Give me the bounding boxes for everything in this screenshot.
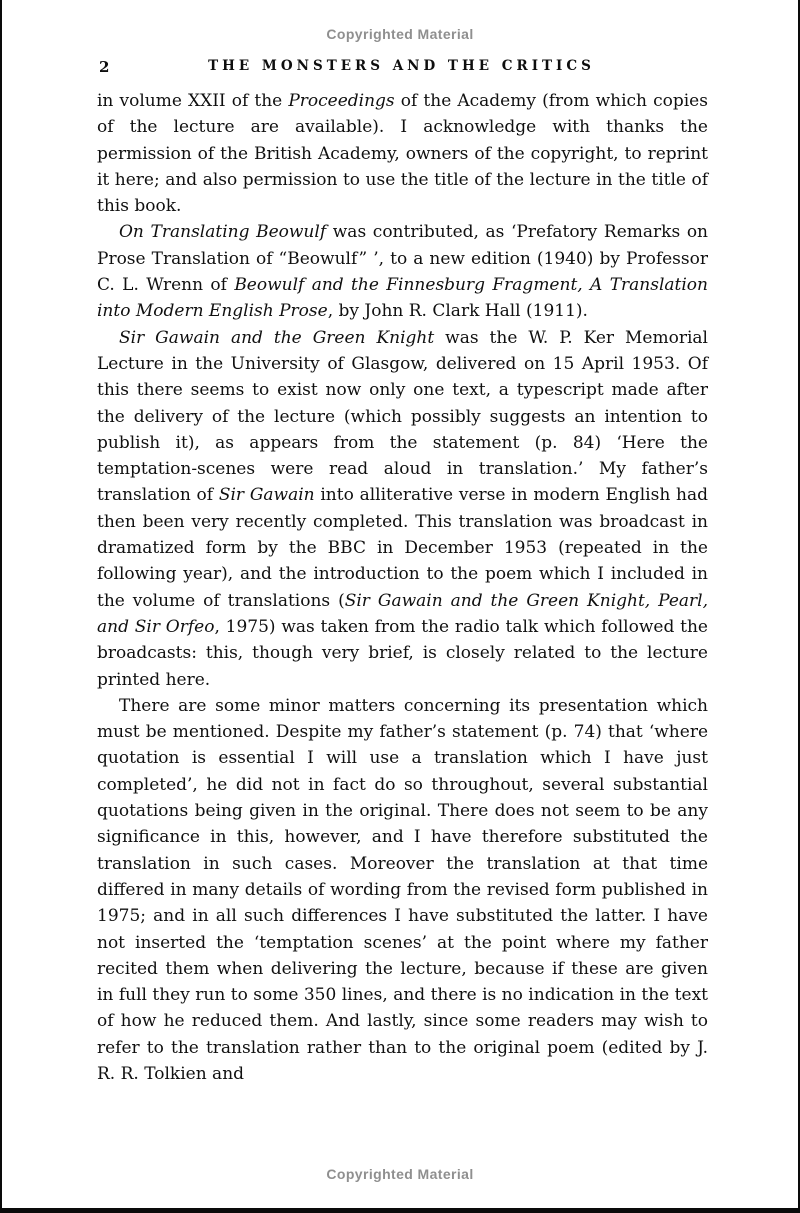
text-run: in volume XXII of the bbox=[97, 91, 289, 111]
copyright-notice-bottom: Copyrighted Material bbox=[326, 1166, 474, 1182]
paragraph bbox=[97, 693, 708, 1087]
text-run: There are some minor matters concerning its presentation which must be mentioned. Despite my father’s statement (p. 74) that ‘where quotation is essential I will use a translation which I have just completed’, he did not in fact do so throughout, several substantial quotations being given in the original. There does not seem to be any significance in this, however, and I have therefore substituted the translation in such cases. Moreover the translation at that time differed in many details of wording from the revised form published in 1975; and in all such differences I have substituted the latter. I have not inserted the ‘temptation scenes’ at the point where my father recited them when delivering the lecture, because if these are given in full they run to some 350 lines, and there is no indication in the text of how he reduced them. And lastly, since some readers may wish to refer to the translation rather than to the original poem (edited by J. R. R. Tolkien and bbox=[97, 695, 708, 1084]
paragraph bbox=[97, 88, 708, 219]
paragraph-container bbox=[97, 88, 708, 1087]
text-run: was the W. P. Ker Memorial Lecture in the University of Glasgow, delivered on 15 April 1953. Of this there seems to exist now only one text, a typescript made after the delivery of the lecture (which possibly suggests an intention to publish it), as appears from the statement (p. 84) ‘Here the temptation-scenes were read aloud in translation.’ My father’s translation of bbox=[97, 327, 708, 506]
text-run: of the Academy (from which copies of the lecture are available). I acknowledge with thanks the permission of the British Academy, owners of the copyright, to reprint it here; and also permission to use the title of the lecture in the title of this book. bbox=[97, 91, 708, 217]
text-run: , by John R. Clark Hall (1911). bbox=[327, 301, 588, 322]
text-run: was contributed, as ‘Prefatory Remarks on Prose Translation of “Beowulf” ’, to a new edition (1940) by Professor C. L. Wrenn of bbox=[97, 222, 709, 296]
page-number: 2 bbox=[99, 58, 110, 76]
paragraph bbox=[97, 325, 708, 693]
italic-text-run: Proceedings bbox=[288, 91, 395, 111]
copyright-notice-top: Copyrighted Material bbox=[326, 26, 474, 42]
text-run: into alliterative verse in modern English had then been very recently completed. This translation was broadcast in dramatized form by the BBC in December 1953 (repeated in the following year), and the introduction to the poem which I included in the volume of translations ( bbox=[97, 485, 709, 611]
text-run: , 1975) was taken from the radio talk which followed the broadcasts: this, though very brief, is closely related to the lecture printed here. bbox=[97, 616, 708, 690]
italic-text-run: Sir Gawain bbox=[218, 485, 315, 506]
italic-text-run: Sir Gawain and the Green Knight bbox=[119, 327, 435, 348]
italic-text-run: Beowulf and the Finnesburg Fragment, A Translation into Modern English Prose bbox=[97, 275, 708, 322]
running-header-title: THE MONSTERS AND THE CRITICS bbox=[208, 58, 595, 74]
page-header bbox=[97, 58, 706, 78]
italic-text-run: On Translating Beowulf bbox=[119, 222, 327, 243]
italic-text-run: Sir Gawain and the Green Knight, Pearl, and Sir Orfeo bbox=[97, 590, 708, 637]
paragraph bbox=[97, 219, 708, 324]
